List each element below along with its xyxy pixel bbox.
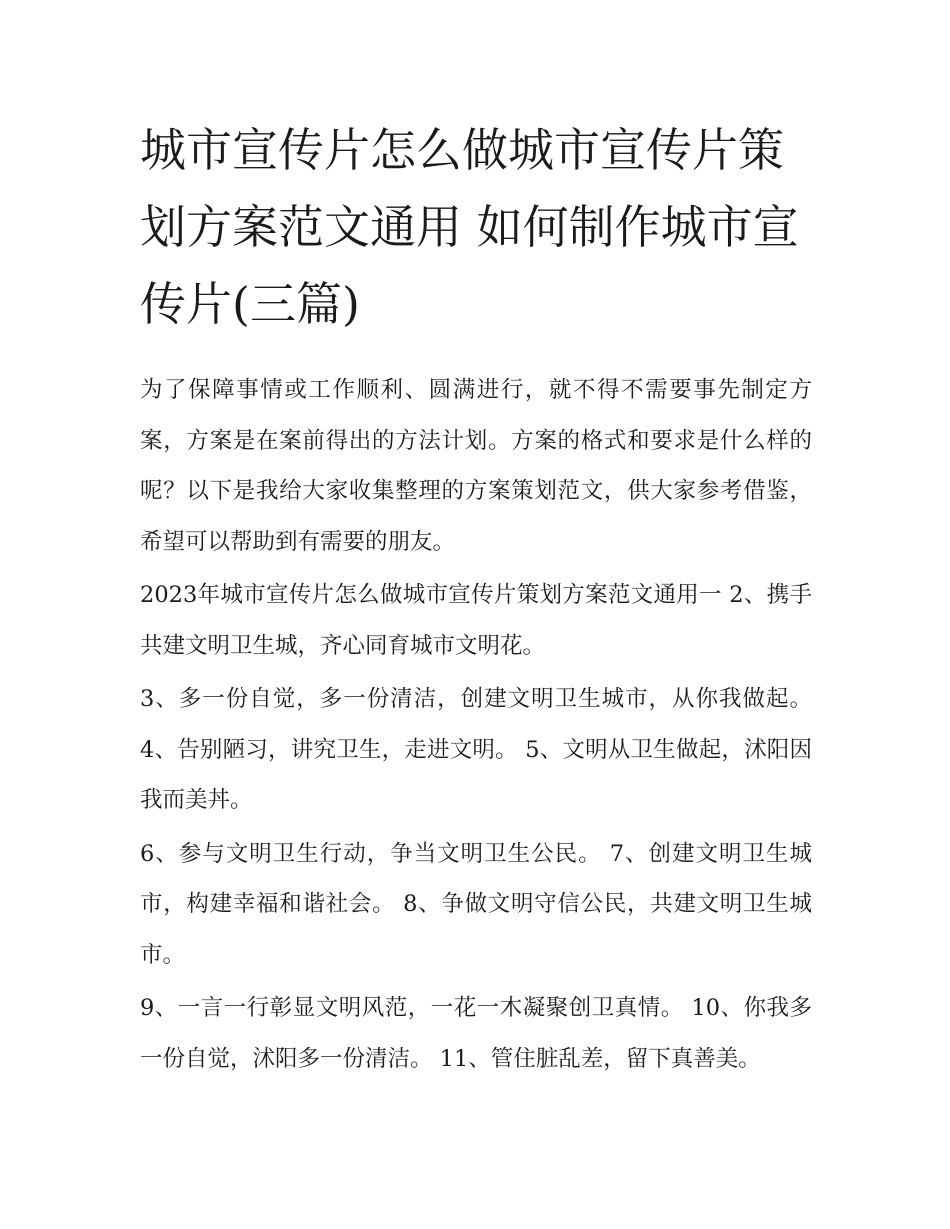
paragraph-slogans-1: 2023年城市宣传片怎么做城市宣传片策划方案范文通用一 2、携手共建文明卫生城，齐心同育城市文明花。 <box>140 582 812 659</box>
document-title: 城市宣传片怎么做城市宣传片策划方案范文通用 如何制作城市宣传片(三篇) <box>140 123 799 331</box>
paragraph-slogans-4: 9、一言一行彰显文明风范，一花一木凝聚创卫真情。 10、你我多一份自觉，沭阳多一份清洁。 11、管住脏乱差，留下真善美。 <box>140 995 812 1072</box>
paragraph-slogans-3: 6、参与文明卫生行动，争当文明卫生公民。 7、创建文明卫生城市，构建幸福和谐社会。 8、争做文明守信公民，共建文明卫生城市。 <box>140 840 812 968</box>
paragraph-slogans-2: 3、多一份自觉，多一份清洁，创建文明卫生城市，从你我做起。 4、告别陋习，讲究卫生，走进文明。 5、文明从卫生做起，沭阳因我而美丼。 <box>140 686 812 813</box>
document-page <box>140 112 812 1087</box>
paragraph-intro: 为了保障事情或工作顺利、圆满进行，就不得不需要事先制定方案，方案是在案前得出的方法计划。方案的格式和要求是什么样的呢？以下是我给大家收集整理的方案策划范文，供大家参考借鉴，希望可以帮助到有需要的朋友。 <box>140 377 812 555</box>
